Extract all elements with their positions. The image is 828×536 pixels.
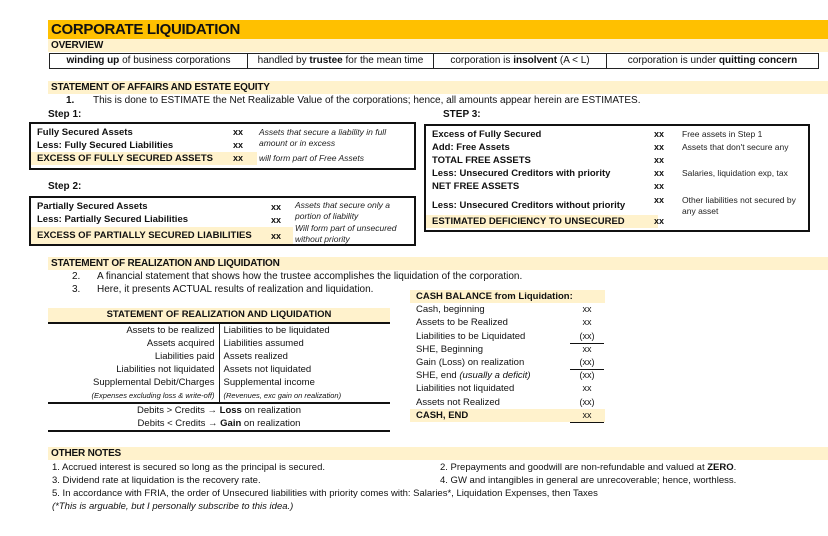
debit-cell: Assets acquired xyxy=(48,337,219,350)
table-row xyxy=(48,337,390,350)
step2-note: Will form part of unsecured without priority xyxy=(295,223,397,244)
cash-row: SHE, Beginning xx xyxy=(416,343,592,355)
other-note: 5. In accordance with FRIA, the order of Unsecured liabilities with priority comes with: Salaries*, Liquidation Expenses, then Taxes xyxy=(52,488,598,499)
step1-box xyxy=(29,122,416,170)
overview-cell: corporation is insolvent (A < L) xyxy=(434,54,607,68)
overview-cell: corporation is under quitting concern xyxy=(627,55,798,66)
step2-row: Less: Partially Secured Liabilities xyxy=(37,214,189,225)
amount: xx xyxy=(654,168,665,178)
cash-row: Assets not Realized (xx) xyxy=(410,396,605,409)
step1-note: will form part of Free Assets xyxy=(259,153,365,163)
other-notes-heading: OTHER NOTES xyxy=(48,447,828,460)
note-number: 1. xyxy=(66,95,75,106)
step3-box xyxy=(424,124,810,232)
step1-row: Less: Fully Secured Liabilities xyxy=(37,140,174,151)
cash-title: CASH BALANCE from Liquidation: xyxy=(410,290,605,303)
credit-cell: Assets not liquidated xyxy=(223,364,312,375)
amount: xx xyxy=(271,202,282,212)
cash-balance-table xyxy=(410,290,605,422)
amount: xx xyxy=(654,142,665,152)
realization-note: A financial statement that shows how the trustee accomplishes the liquidation of the corporation. xyxy=(97,271,523,282)
step1-row: Fully Secured Assets xyxy=(37,127,133,138)
cash-row: Liabilities not liquidated xx xyxy=(416,383,592,395)
step3-note: Other liabilities not secured by any asset xyxy=(682,195,796,216)
amount: xx xyxy=(233,153,244,163)
amount: xx xyxy=(233,140,244,150)
amount: xx xyxy=(654,155,665,165)
amount: xx xyxy=(271,215,282,225)
cash-row: SHE, end (usually a deficit) (xx) xyxy=(416,370,595,382)
table-row xyxy=(48,324,390,337)
other-note: 2. Prepayments and goodwill are non-refundable and valued at ZERO. xyxy=(440,462,737,473)
credit-cell: Liabilities to be liquidated xyxy=(223,325,330,336)
realization-heading: STATEMENT OF REALIZATION AND LIQUIDATION xyxy=(48,257,828,270)
amount: xx xyxy=(654,216,665,226)
cash-row: Gain (Loss) on realization (xx) xyxy=(410,356,605,369)
gain-rule: Debits < Credits → Gain on realization xyxy=(137,418,301,429)
cash-row: Cash, beginning xx xyxy=(416,304,592,316)
credit-cell: (Revenues, exc gain on realization) xyxy=(223,391,342,400)
debit-cell: Liabilities paid xyxy=(48,350,219,363)
affairs-note: This is done to ESTIMATE the Net Realizable Value of the corporations; hence, all amounts appear herein are ESTIMATES. xyxy=(93,95,641,106)
amount: xx xyxy=(654,129,665,139)
affairs-heading: STATEMENT OF AFFAIRS AND ESTATE EQUITY xyxy=(48,81,828,94)
step2-label: Step 2: xyxy=(48,181,82,192)
step2-note: Assets that secure only a portion of liability xyxy=(295,200,390,221)
amount: xx xyxy=(654,181,665,191)
table-row xyxy=(48,350,390,363)
credit-cell: Supplemental income xyxy=(223,377,315,388)
note-number: 2. xyxy=(72,271,81,282)
note-number: 3. xyxy=(72,284,81,295)
step3-row: ESTIMATED DEFICIENCY TO UNSECURED xyxy=(426,215,658,228)
overview-box xyxy=(49,53,819,69)
table-row xyxy=(48,376,390,389)
cash-row: Liabilities to be Liquidated (xx) xyxy=(410,330,605,343)
debit-cell: Assets to be realized xyxy=(48,324,219,337)
step1-total: EXCESS OF FULLY SECURED ASSETS xyxy=(31,152,257,165)
step3-row: Excess of Fully Secured xyxy=(432,129,542,140)
debit-cell: (Expenses excluding loss & write-off) xyxy=(48,389,219,402)
realization-table xyxy=(48,308,390,432)
other-note: 1. Accrued interest is secured so long as the principal is secured. xyxy=(52,462,326,473)
step3-label: STEP 3: xyxy=(443,109,481,120)
cash-end-row: CASH, END xx xyxy=(410,409,605,422)
step2-row: Partially Secured Assets xyxy=(37,201,148,212)
step1-note: Assets that secure a liability in full amount or in excess xyxy=(259,127,387,148)
amount: xx xyxy=(654,195,665,205)
table-footer xyxy=(48,402,390,432)
step3-row: Add: Free Assets xyxy=(432,142,510,153)
table-row xyxy=(48,389,390,402)
overview-cell: handled by trustee for the mean time xyxy=(248,54,434,68)
step3-row: Less: Unsecured Creditors without priority xyxy=(432,200,626,211)
other-note: 4. GW and intangibles in general are unrecoverable; hence, worthless. xyxy=(440,475,737,486)
step3-note: Assets that don't secure any xyxy=(682,142,789,152)
step3-row: Less: Unsecured Creditors with priority xyxy=(432,168,611,179)
loss-rule: Debits > Credits → Loss on realization xyxy=(137,405,301,416)
other-note: 3. Dividend rate at liquidation is the recovery rate. xyxy=(52,475,261,486)
step3-row: TOTAL FREE ASSETS xyxy=(432,155,531,166)
table-row xyxy=(48,363,390,376)
step3-note: Salaries, liquidation exp, tax xyxy=(682,168,788,178)
step1-label: Step 1: xyxy=(48,109,82,120)
overview-heading: OVERVIEW xyxy=(48,39,828,52)
step2-total: EXCESS OF PARTIALLY SECURED LIABILITIES xyxy=(31,227,293,244)
step2-box xyxy=(29,196,416,246)
credit-cell: Assets realized xyxy=(223,351,288,362)
amount: xx xyxy=(233,127,244,137)
page-title: CORPORATE LIQUIDATION xyxy=(48,20,828,39)
realization-note: Here, it presents ACTUAL results of realization and liquidation. xyxy=(97,284,374,295)
table-title: STATEMENT OF REALIZATION AND LIQUIDATION xyxy=(48,308,390,324)
footnote: (*This is arguable, but I personally subscribe to this idea.) xyxy=(52,501,294,512)
overview-cell: winding up of business corporations xyxy=(50,54,248,68)
step3-row: NET FREE ASSETS xyxy=(432,181,520,192)
credit-cell: Liabilities assumed xyxy=(223,338,304,349)
debit-cell: Supplemental Debit/Charges xyxy=(48,376,219,389)
step3-note: Free assets in Step 1 xyxy=(682,129,763,139)
debit-cell: Liabilities not liquidated xyxy=(48,363,219,376)
amount: xx xyxy=(271,231,282,241)
cash-row: Assets to be Realized xx xyxy=(416,317,592,329)
